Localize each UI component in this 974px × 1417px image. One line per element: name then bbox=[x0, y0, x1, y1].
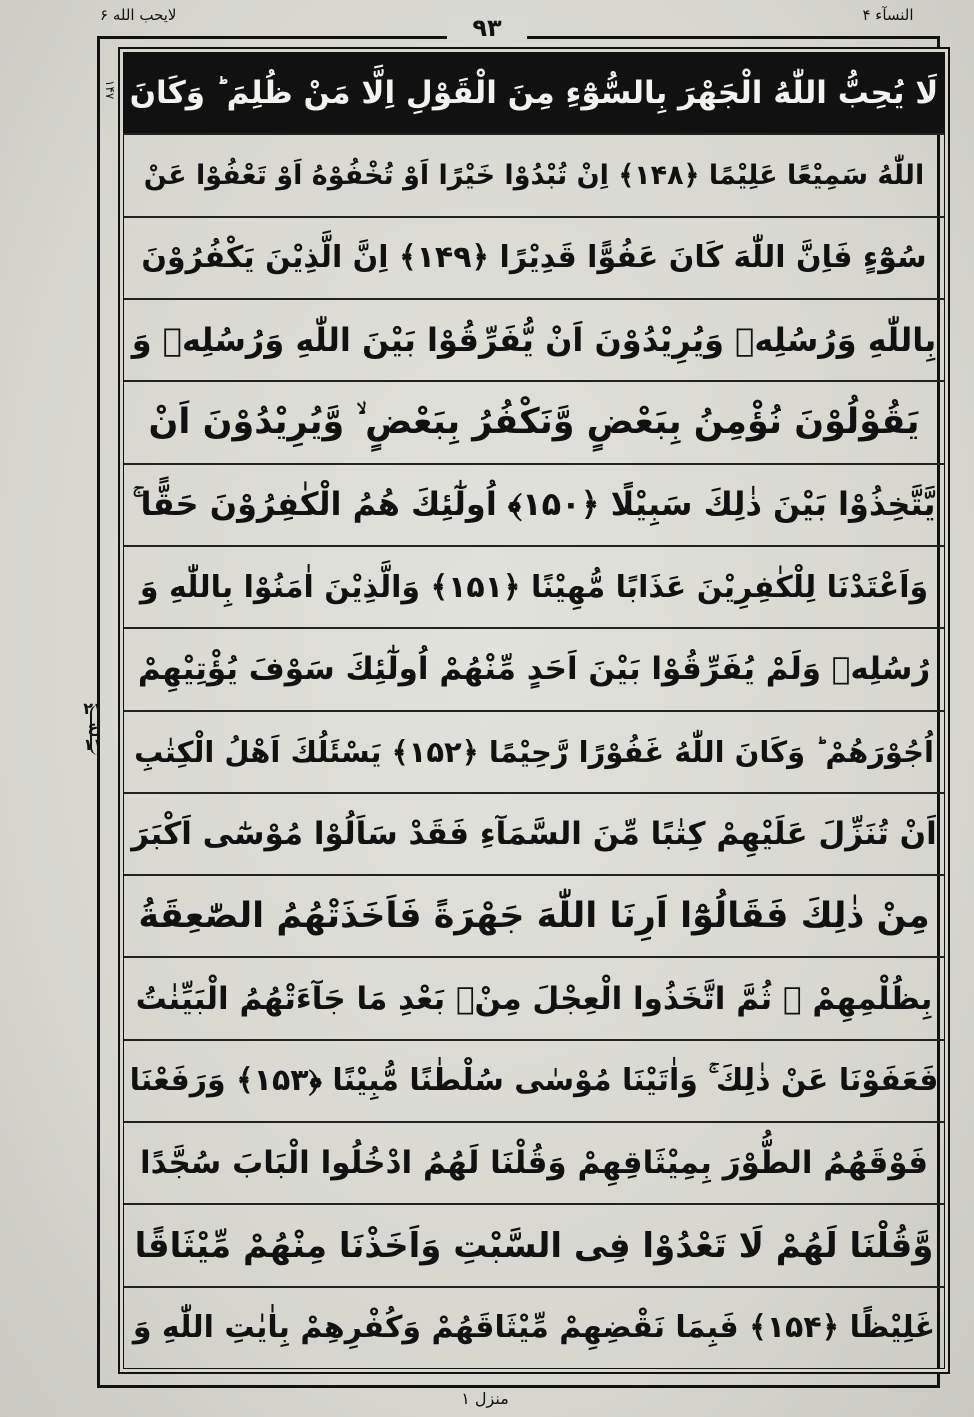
verse-line-4: بِاللّٰهِ وَرُسُلِهٖ وَيُرِيْدُوْنَ اَنْ يُّفَرِّقُوْا بَيْنَ اللّٰهِ وَرُسُلِهٖ وَ bbox=[124, 300, 944, 382]
para-name: لايحب الله ۶ bbox=[100, 6, 177, 24]
surah-name: النسآء ۴ bbox=[862, 6, 914, 24]
verse-text-block bbox=[124, 53, 944, 1368]
verse-line-1: لَا يُحِبُّ اللّٰهُ الْجَهْرَ بِالسُّوْٓءِ مِنَ الْقَوْلِ اِلَّا مَنْ ظُلِمَ ؕ وَكَانَ bbox=[124, 53, 944, 135]
verse-line-9: اُجُوْرَهُمْ ؕ وَكَانَ اللّٰهُ غَفُوْرًا رَّحِيْمًا ﴿۱۵۲﴾ يَسْئَلُكَ اَهْلُ الْكِتٰبِ bbox=[124, 712, 944, 794]
page-number: ۹۳ bbox=[447, 14, 527, 42]
verse-line-5: يَقُوْلُوْنَ نُؤْمِنُ بِبَعْضٍ وَّنَكْفُرُ بِبَعْضٍ ۙ وَّيُرِيْدُوْنَ اَنْ bbox=[124, 382, 944, 464]
ruku-count: ۱۱ bbox=[83, 735, 103, 754]
verse-line-7: وَاَعْتَدْنَا لِلْكٰفِرِيْنَ عَذَابًا مُّهِيْنًا ﴿۱۵۱﴾ وَالَّذِيْنَ اٰمَنُوْا بِاللّٰهِ وَ bbox=[124, 547, 944, 629]
margin-verse-mark: ۱۴۷ bbox=[103, 80, 117, 100]
verse-line-15: وَّقُلْنَا لَهُمْ لَا تَعْدُوْا فِى السَّبْتِ وَاَخَذْنَا مِنْهُمْ مِّيْثَاقًا bbox=[124, 1205, 944, 1287]
manzil-label: منزل ۱ bbox=[440, 1389, 530, 1408]
verse-line-14: فَوْقَهُمُ الطُّوْرَ بِمِيْثَاقِهِمْ وَقُلْنَا لَهُمُ ادْخُلُوا الْبَابَ سُجَّدًا bbox=[124, 1123, 944, 1205]
verse-line-8: رُسُلِهٖ وَلَمْ يُفَرِّقُوْا بَيْنَ اَحَدٍ مِّنْهُمْ اُولٰٓئِكَ سَوْفَ يُؤْتِيْهِمْ bbox=[124, 629, 944, 711]
verse-line-16: غَلِيْظًا ﴿۱۵۴﴾ فَبِمَا نَقْضِهِمْ مِّيْثَاقَهُمْ وَكُفْرِهِمْ بِاٰيٰتِ اللّٰهِ وَ bbox=[132, 1310, 936, 1346]
ruku-symbol: ع bbox=[87, 717, 99, 736]
ruku-number: ۲۱ bbox=[83, 699, 103, 718]
verse-line-11: مِنْ ذٰلِكَ فَقَالُوْٓا اَرِنَا اللّٰهَ جَهْرَةً فَاَخَذَتْهُمُ الصّٰعِقَةُ bbox=[124, 876, 944, 958]
verse-line-6: يَّتَّخِذُوْا بَيْنَ ذٰلِكَ سَبِيْلًا ﴿۱۵۰﴾ اُولٰٓئِكَ هُمُ الْكٰفِرُوْنَ حَقًّا ۚ bbox=[124, 465, 944, 547]
verse-line-3: سُوْٓءٍ فَاِنَّ اللّٰهَ كَانَ عَفُوًّا قَدِيْرًا ﴿۱۴۹﴾ اِنَّ الَّذِيْنَ يَكْفُرُوْنَ bbox=[124, 218, 944, 300]
verse-line-10: اَنْ تُنَزِّلَ عَلَيْهِمْ كِتٰبًا مِّنَ السَّمَآءِ فَقَدْ سَاَلُوْا مُوْسٰٓى اَكْبَرَ bbox=[124, 794, 944, 876]
ruku-marker bbox=[78, 700, 108, 760]
verse-line-2: اللّٰهُ سَمِيْعًا عَلِيْمًا ﴿۱۴۸﴾ اِنْ تُبْدُوْا خَيْرًا اَوْ تُخْفُوْهُ اَوْ تَعْفُوْا عَنْ bbox=[124, 135, 944, 217]
verse-line-12: بِظُلْمِهِمْ ۚ ثُمَّ اتَّخَذُوا الْعِجْلَ مِنْۢ بَعْدِ مَا جَآءَتْهُمُ الْبَيِّنٰتُ bbox=[124, 958, 944, 1040]
verse-line-13: فَعَفَوْنَا عَنْ ذٰلِكَ ۚ وَاٰتَيْنَا مُوْسٰى سُلْطٰنًا مُّبِيْنًا ﴿۱۵۳﴾ وَرَفَعْنَا bbox=[124, 1041, 944, 1123]
